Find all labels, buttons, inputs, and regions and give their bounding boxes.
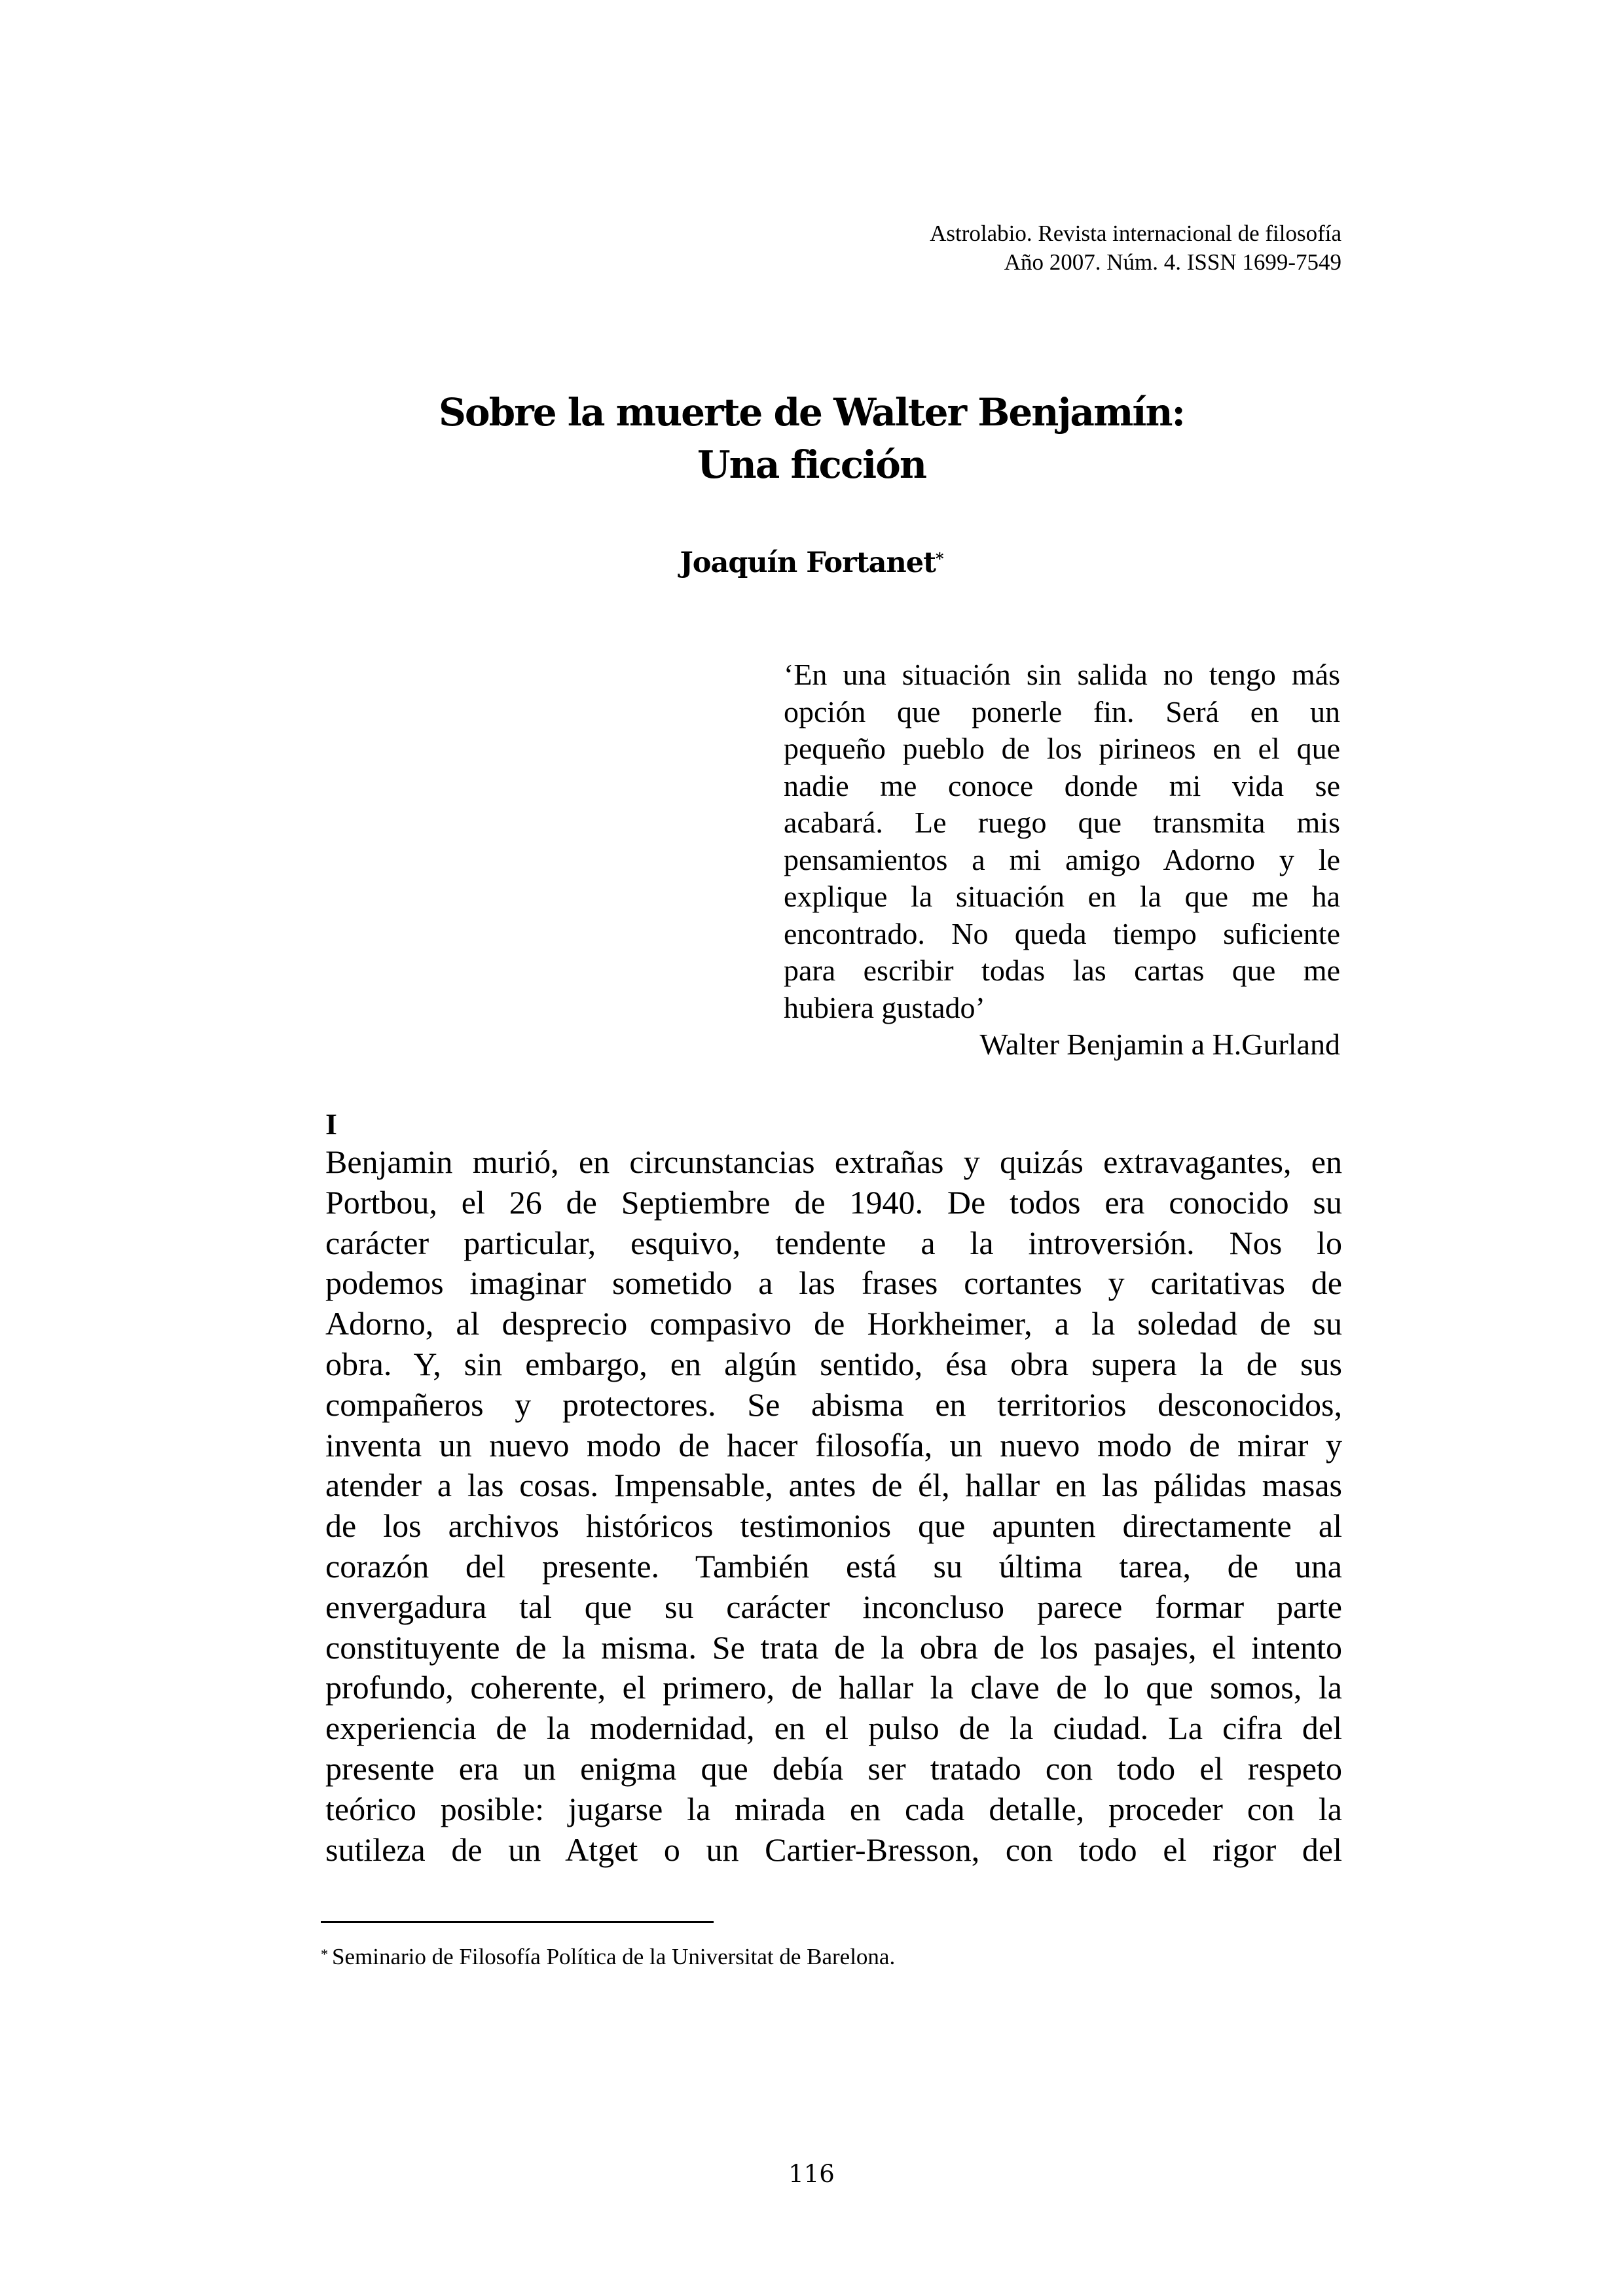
epigraph-line: nadie me conoce donde mi vida se (784, 768, 1340, 802)
body-line: obra. Y, sin embargo, en algún sentido, ésa obra supera la de sus (325, 1345, 1342, 1382)
epigraph-line: pensamientos a mi amigo Adorno y le (784, 842, 1340, 876)
author-name: Joaquín Fortanet (680, 547, 936, 579)
epigraph-line: opción que ponerle fin. Será en un (784, 694, 1340, 728)
body-line: experiencia de la modernidad, en el pulso de la ciudad. La cifra del (325, 1710, 1342, 1747)
body-paragraph (325, 1142, 1342, 1870)
body-line: profundo, coherente, el primero, de hallar la clave de lo que somos, la (325, 1669, 1342, 1706)
section-heading: I (325, 1107, 337, 1141)
body-line: de los archivos históricos testimonios que apunten directamente al (325, 1507, 1342, 1545)
article-title (0, 386, 1623, 491)
body-line: compañeros y protectores. Se abisma en territorios desconocidos, (325, 1386, 1342, 1423)
body-line: corazón del presente. También está su última tarea, de una (325, 1547, 1342, 1585)
footnote-separator (321, 1921, 714, 1923)
body-line: sutileza de un Atget o un Cartier-Bresson, con todo el rigor del (325, 1831, 1342, 1868)
running-header (930, 219, 1341, 277)
footnote-text: Seminario de Filosofía Política de la Universitat de Barelona. (332, 1944, 896, 1969)
body-line: inventa un nuevo modo de hacer filosofía, un nuevo modo de mirar y (325, 1426, 1342, 1463)
body-line: teórico posible: jugarse la mirada en cada detalle, proceder con la (325, 1790, 1342, 1827)
body-line: podemos imaginar sometido a las frases cortantes y caritativas de (325, 1265, 1342, 1302)
epigraph-line: ‘En una situación sin salida no tengo más (784, 658, 1340, 691)
body-line: atender a las cosas. Impensable, antes de él, hallar en las pálidas masas (325, 1467, 1342, 1504)
epigraph-line: para escribir todas las cartas que me (784, 954, 1340, 987)
body-line: carácter particular, esquivo, tendente a la introversión. Nos lo (325, 1224, 1342, 1261)
epigraph-line: hubiera gustado’ (784, 990, 985, 1024)
page-number: 116 (788, 2160, 835, 2188)
footnote-marker: * (321, 1946, 328, 1962)
author-footnote-marker: * (935, 549, 943, 568)
epigraph-line: pequeño pueblo de los pirineos en el que (784, 732, 1340, 765)
body-line: presente era un enigma que debía ser tratado con todo el respeto (325, 1749, 1342, 1787)
footnote (321, 1943, 895, 1971)
epigraph (784, 656, 1340, 1064)
journal-issue: Año 2007. Núm. 4. ISSN 1699-7549 (1004, 249, 1341, 275)
epigraph-line: encontrado. No queda tiempo suficiente (784, 916, 1340, 950)
epigraph-line: explique la situación en la que me ha (784, 880, 1340, 913)
title-line-1: Sobre la muerte de Walter Benjamín: (439, 390, 1184, 435)
body-line: Adorno, al desprecio compasivo de Horkheimer, a la soledad de su (325, 1305, 1342, 1342)
journal-name: Astrolabio. Revista internacional de filosofía (930, 221, 1341, 246)
epigraph-line: acabará. Le ruego que transmita mis (784, 806, 1340, 839)
epigraph-attribution: Walter Benjamin a H.Gurland (979, 1028, 1340, 1061)
body-line: Portbou, el 26 de Septiembre de 1940. De todos era conocido su (325, 1183, 1342, 1221)
body-line: envergadura tal que su carácter inconcluso parece formar parte (325, 1588, 1342, 1625)
body-line: constituyente de la misma. Se trata de la obra de los pasajes, el intento (325, 1628, 1342, 1666)
author-byline (0, 543, 1623, 583)
body-line: Benjamin murió, en circunstancias extrañas y quizás extravagantes, en (325, 1143, 1342, 1180)
title-line-2: Una ficción (697, 442, 926, 487)
